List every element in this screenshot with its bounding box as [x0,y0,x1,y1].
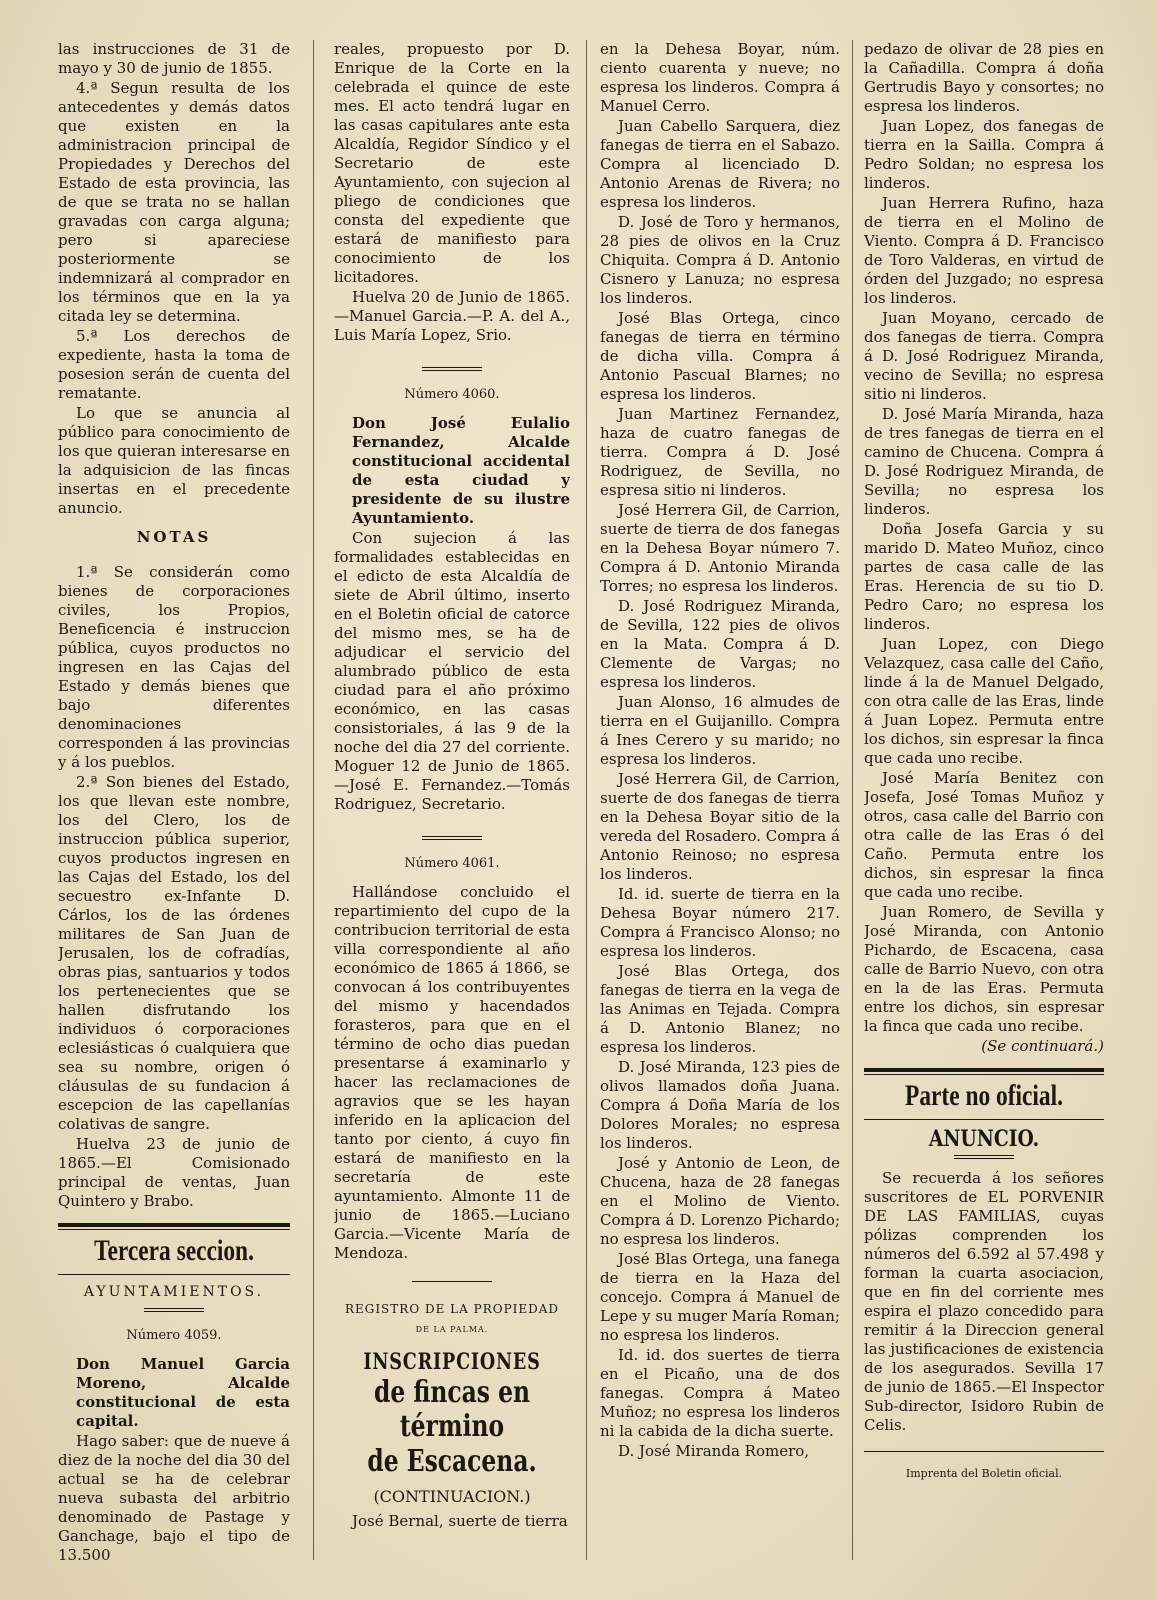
continuation-label: (Se continuará.) [981,1037,1104,1055]
divider [58,1274,290,1275]
column-3 [600,40,840,1580]
notice-heading: Don Manuel Garcia Moreno, Alcalde constitucional de esta capital. [76,1355,290,1430]
section-heading-notas: NOTAS [136,528,212,546]
divider [864,1068,1104,1075]
anuncio-heading: ANUNCIO. [928,1126,1040,1152]
divider [144,1308,204,1312]
entry: Juan Lopez, con Diego Velazquez, casa calle del Caño, linde á la de Manuel Delgado, con otra calle de las Eras, linde á Juan Lopez. Permuta entre los dichos, sin espresar la finca que cada uno recibe. [864,635,1104,767]
column-4 [864,40,1104,1580]
registry-subtitle: DE LA PALMA. [415,1325,489,1334]
divider [422,367,482,371]
notice-number: Número 4061. [404,856,500,871]
divider [422,836,482,840]
divider [954,1155,1014,1159]
entry: José y Antonio de Leon, de Chucena, haza de 28 fanegas en el Molino de Viento. Compra á D. Lorenzo Pichardo; no espresa los linderos. [600,1154,840,1248]
column-rule [313,40,314,1560]
paragraph: Lo que se anuncia al público para conocimiento de los que quieran interesarse en la adquisicion de las fincas insertas en el precedente anuncio. [58,404,290,517]
column-2 [334,40,570,1580]
entry: José María Benitez con Josefa, José Tomas Muñoz y otros, casa calle del Barrio con otra calle de las Eras ó del Caño. Permuta entre los dichos, sin espresar la finca que cada uno recibe. [864,769,1104,901]
paragraph: 5.ª Los derechos de expediente, hasta la toma de posesion serán de cuenta del rematante. [58,327,290,402]
entry: José Blas Ortega, dos fanegas de tierra en la vega de las Animas en Tejada. Compra á D. Antonio Blanez; no espresa los linderos. [600,962,840,1056]
fincas-heading: de fincas en término [373,1375,531,1444]
registry-title: REGISTRO DE LA PROPIEDAD [344,1302,560,1316]
entry: D. José Rodriguez Miranda, de Sevilla, 122 pies de olivos en la Mata. Compra á D. Clemente de Vargas; no espresa los linderos. [600,597,840,691]
column-1 [58,40,290,1580]
escacena-heading: de Escacena. [367,1444,537,1479]
entry: Juan Alonso, 16 almudes de tierra en el Guijanillo. Compra á Ines Cerero y su marido; no espresa los linderos. [600,693,840,768]
notice-number: Número 4060. [404,387,500,402]
paragraph: Se recuerda á los señores suscritores de EL PORVENIR DE LAS FAMILIAS, cuyas pólizas comprenden los números del 6.592 al 57.498 y forman la cuarta asociacion, que en fin del corriente mes espira el plazo concedido para remitir á la Direccion general las justificaciones de existencia de los asegurados. Sevilla 17 de junio de 1865.—El Inspector Sub-director, Isidoro Rubin de Celis. [864,1169,1104,1434]
signature: Huelva 20 de Junio de 1865.—Manuel Garcia.—P. A. del A., Luis María Lopez, Srio. [334,288,570,344]
entry: Juan Moyano, cercado de dos fanegas de tierra. Compra á D. José Rodriguez Miranda, vecino de Sevilla; no espresa sitio ni linderos. [864,309,1104,403]
signature: Huelva 23 de junio de 1865.—El Comisionado principal de ventas, Juan Quintero y Brabo. [58,1135,290,1210]
column-rule [586,40,587,1560]
section-title-parte: Parte no oficial. [905,1079,1063,1112]
ayuntamientos-heading: AYUNTAMIENTOS. [83,1284,265,1300]
divider [864,1119,1104,1120]
entry: José Blas Ortega, una fanega de tierra en la Haza del concejo. Compra á Manuel de Lepe y su muger María Roman; no espresa los linderos. [600,1250,840,1344]
divider [58,1223,290,1230]
column-rule [852,40,853,1560]
paragraph: 4.ª Segun resulta de los antecedentes y demás datos que existen en la administracion principal de Propiedades y Derechos del Estado de esta provincia, las de que se trata no se hallan gravadas con carga alguna; pero si apareciese posteriormente se indemnizará al comprador en los términos que en la ya citada ley se determina. [58,79,290,325]
entry: D. José de Toro y hermanos, 28 pies de olivos en la Cruz Chiquita. Compra á D. Antonio Cisnero y Lanuza; no espresa los linderos. [600,213,840,307]
note-1: 1.ª Se considerán como bienes de corporaciones civiles, los Propios, Beneficencia é instruccion pública, cuyos productos no ingresen en las Cajas del Estado y demás bienes que bajo diferentes denominaciones corresponden á las provincias y á los pueblos. [58,563,290,771]
paragraph: Con sujecion á las formalidades establecidas en el edicto de esta Alcaldía de siete de Abril último, inserto en el Boletin oficial de catorce del mismo mes, se ha de adjudicar el servicio del alumbrado público de esta ciudad para el año próximo económico, en las casas consistoriales, á las 9 de la noche del dia 27 del corriente. Moguer 12 de Junio de 1865.—José E. Fernandez.—Tomás Rodriguez, Secretario. [334,529,570,813]
entry: Id. id. dos suertes de tierra en el Picaño, una de dos fanegas. Compra á Mateo Muñoz; no espresa los linderos ni la cabida de la dicha suerte. [600,1346,840,1440]
entry: José Blas Ortega, cinco fanegas de tierra en término de dicha villa. Compra á Antonio Pascual Blarnes; no espresa los linderos. [600,309,840,403]
entry: Juan Romero, de Sevilla y José Miranda, con Antonio Pichardo, de Escacena, casa calle de Barrio Nuevo, con otra en la de las Eras. Permuta entre los dichos, sin espresar la finca que cada uno recibe. [864,903,1104,1035]
section-title-tercera: Tercera seccion. [94,1234,254,1267]
entry: Juan Martinez Fernandez, haza de cuatro fanegas de tierra. Compra á D. José Rodriguez, de Sevilla, no espresa sitio ni linderos. [600,405,840,499]
divider [412,1281,492,1282]
entry: Id. id. suerte de tierra en la Dehesa Boyar número 217. Compra á Francisco Alonso; no espresa los linderos. [600,885,840,960]
entry: pedazo de olivar de 28 pies en la Cañadilla. Compra á doña Gertrudis Bayo y consortes; no espresa los linderos. [864,40,1104,115]
note-2: 2.ª Son bienes del Estado, los que llevan este nombre, los del Clero, los de instruccion pública superior, cuyos productos ingresen en las Cajas del Estado, los del secuestro ex-Infante D. Cárlos, los de las órdenes militares de San Juan de Jerusalen, los de cofradías, obras pias, santuarios y todos los pertenecientes que se hallen disfrutando los individuos ó corporaciones eclesiásticas ó cualquiera que sea su nombre, origen ó cláusulas de su fundacion á escepcion de las capellanías colativas de sangre. [58,773,290,1133]
entry: D. José María Miranda, haza de tres fanegas de tierra en el camino de Chucena. Compra á D. José Rodriguez Miranda, de Sevilla; no espresa los linderos. [864,405,1104,518]
paragraph: Hallándose concluido el repartimiento del cupo de la contribucion territorial de esta villa correspondiente al año económico de 1865 á 1866, se convocan á los contribuyentes del mismo y hacendados forasteros, para que en el término de ocho dias puedan presentarse á examinarlo y hacer las reclamaciones de agravios que se les hayan inferido en la aplicacion del tanto por ciento, á cuyo fin estará de manifiesto en la secretaría de este ayuntamiento. Almonte 11 de junio de 1865.—Luciano Garcia.—Vicente María de Mendoza. [334,883,570,1262]
inscripciones-heading: INSCRIPCIONES [363,1349,541,1375]
entry: Doña Josefa Garcia y su marido D. Mateo Muñoz, cinco partes de casa calle de las Eras. Herencia de su tio D. Pedro Caro; no espresa los linderos. [864,520,1104,633]
entry: Juan Herrera Rufino, haza de tierra en el Molino de Viento. Compra á D. Francisco de Toro Valderas, en virtud de órden del Juzgado; no espresa los linderos. [864,194,1104,307]
paragraph: José Bernal, suerte de tierra [352,1512,568,1530]
paragraph: reales, propuesto por D. Enrique de la Corte en la celebrada el quince de este mes. El acto tendrá lugar en las casas capitulares ante esta Alcaldía, Regidor Síndico y el Secretario de este Ayuntamiento, con sujecion al pliego de condiciones que consta del expediente que estará de manifiesto para conocimiento de los licitadores. [334,40,570,286]
entry: D. José Miranda Romero, [618,1442,810,1460]
divider [864,1451,1104,1452]
paragraph: las instrucciones de 31 de mayo y 30 de junio de 1855. [58,40,290,77]
paragraph: Hago saber: que de nueve á diez de la noche del dia 30 del actual se ha de celebrar nueva subasta del arbitrio denominado de Pastage y Ganchage, bajo el tipo de 13.500 [58,1432,290,1564]
entry: Juan Cabello Sarquera, diez fanegas de tierra en el Sabazo. Compra al licenciado D. Antonio Arenas de Rivera; no espresa los linderos. [600,117,840,211]
notice-heading: Don José Eulalio Fernandez, Alcalde constitucional accidental de esta ciudad y presidente de su ilustre Ayuntamiento. [352,414,570,527]
entry: José Herrera Gil, de Carrion, suerte de tierra de dos fanegas en la Dehesa Boyar número 7. Compra á D. Antonio Miranda Torres; no espresa los linderos. [600,501,840,595]
continuation-label: (CONTINUACION.) [373,1487,531,1506]
entry: D. José Miranda, 123 pies de olivos llamados doña Juana. Compra á Doña María de los Dolores Morales; no espresa los linderos. [600,1058,840,1152]
notice-number: Número 4059. [126,1328,222,1343]
entry: José Herrera Gil, de Carrion, suerte de dos fanegas de tierra en la Dehesa Boyar sitio de la vereda del Rosadero. Compra á Antonio Reinoso; no espresa los linderos. [600,770,840,883]
imprint: Imprenta del Boletin oficial. [905,1467,1063,1480]
entry: en la Dehesa Boyar, núm. ciento cuarenta y nueve; no espresa los linderos. Compra á Manuel Cerro. [600,40,840,115]
entry: Juan Lopez, dos fanegas de tierra en la Sailla. Compra á Pedro Soldan; no espresa los linderos. [864,117,1104,192]
